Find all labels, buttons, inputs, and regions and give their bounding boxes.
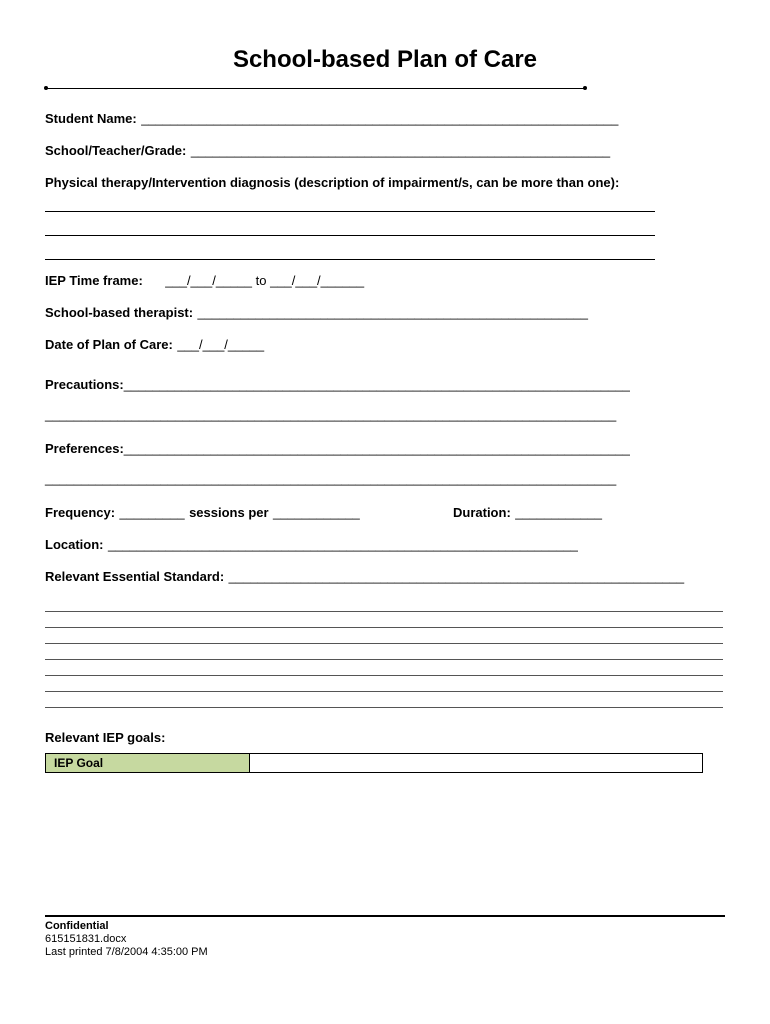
diagnosis-line-2[interactable] xyxy=(45,235,655,236)
iep-goals-label: Relevant IEP goals: xyxy=(45,730,166,745)
rule-end-dot xyxy=(583,86,587,90)
page-title: School-based Plan of Care xyxy=(232,46,538,73)
preferences-line-2[interactable]: _______________________________________________________________________________ xyxy=(45,471,617,486)
therapist-field[interactable]: ______________________________________________________ xyxy=(197,305,588,320)
student-name-field[interactable]: __________________________________________________________________ xyxy=(141,111,619,126)
iep-time-frame-label: IEP Time frame: xyxy=(45,273,143,288)
student-name-row xyxy=(45,110,618,128)
therapist-row xyxy=(45,304,588,322)
filename-label: 615151831.docx xyxy=(45,933,127,945)
last-printed-label: Last printed 7/8/2004 4:35:00 PM xyxy=(45,946,208,958)
location-label: Location: xyxy=(45,537,104,552)
frequency-field[interactable]: _________ xyxy=(119,505,185,520)
precautions-row xyxy=(45,376,630,394)
standard-line-4[interactable] xyxy=(45,659,723,660)
school-teacher-grade-row xyxy=(45,142,610,160)
school-teacher-grade-field[interactable]: __________________________________________________________ xyxy=(190,143,611,158)
preferences-field[interactable]: ______________________________________________________________________ xyxy=(123,441,630,456)
iep-time-frame-row xyxy=(45,272,364,290)
iep-time-frame-field[interactable]: ___/___/_____ to ___/___/______ xyxy=(165,273,365,288)
location-field[interactable]: _________________________________________________________________ xyxy=(107,537,578,552)
diagnosis-label: Physical therapy/Intervention diagnosis (description of impairment/s, can be more than one): xyxy=(45,175,620,190)
rule-start-dot xyxy=(44,86,48,90)
duration-field[interactable]: ____________ xyxy=(515,505,602,520)
preferences-label: Preferences: xyxy=(45,441,124,456)
duration-label: Duration: xyxy=(453,505,511,520)
diagnosis-line-1[interactable] xyxy=(45,211,655,212)
date-of-plan-row xyxy=(45,336,264,354)
precautions-line-2[interactable]: _______________________________________________________________________________ xyxy=(45,407,617,422)
student-name-label: Student Name: xyxy=(45,111,137,126)
date-of-plan-field[interactable]: ___/___/_____ xyxy=(177,337,265,352)
duration-row xyxy=(453,504,602,522)
essential-standard-label: Relevant Essential Standard: xyxy=(45,569,225,584)
standard-line-1[interactable] xyxy=(45,611,723,612)
standard-line-3[interactable] xyxy=(45,643,723,644)
title-rule xyxy=(46,88,586,89)
precautions-label: Precautions: xyxy=(45,377,124,392)
confidential-label: Confidential xyxy=(45,920,109,932)
sessions-per-label: sessions per xyxy=(189,505,269,520)
frequency-label: Frequency: xyxy=(45,505,116,520)
essential-standard-row xyxy=(45,568,684,586)
therapist-label: School-based therapist: xyxy=(45,305,194,320)
standard-line-6[interactable] xyxy=(45,691,723,692)
diagnosis-line-3[interactable] xyxy=(45,259,655,260)
date-of-plan-label: Date of Plan of Care: xyxy=(45,337,173,352)
table-row xyxy=(46,754,703,773)
precautions-field[interactable]: ______________________________________________________________________ xyxy=(123,377,630,392)
essential-standard-field[interactable]: _______________________________________________________________ xyxy=(228,569,685,584)
frequency-row xyxy=(45,504,360,522)
location-row xyxy=(45,536,578,554)
iep-goal-cell[interactable] xyxy=(250,754,703,773)
sessions-per-field[interactable]: ____________ xyxy=(273,505,360,520)
standard-line-5[interactable] xyxy=(45,675,723,676)
standard-line-2[interactable] xyxy=(45,627,723,628)
iep-goal-table xyxy=(45,753,703,773)
preferences-row xyxy=(45,440,630,458)
school-teacher-grade-label: School/Teacher/Grade: xyxy=(45,143,187,158)
footer-rule xyxy=(45,915,725,917)
standard-line-7[interactable] xyxy=(45,707,723,708)
iep-goal-header: IEP Goal xyxy=(46,754,250,773)
